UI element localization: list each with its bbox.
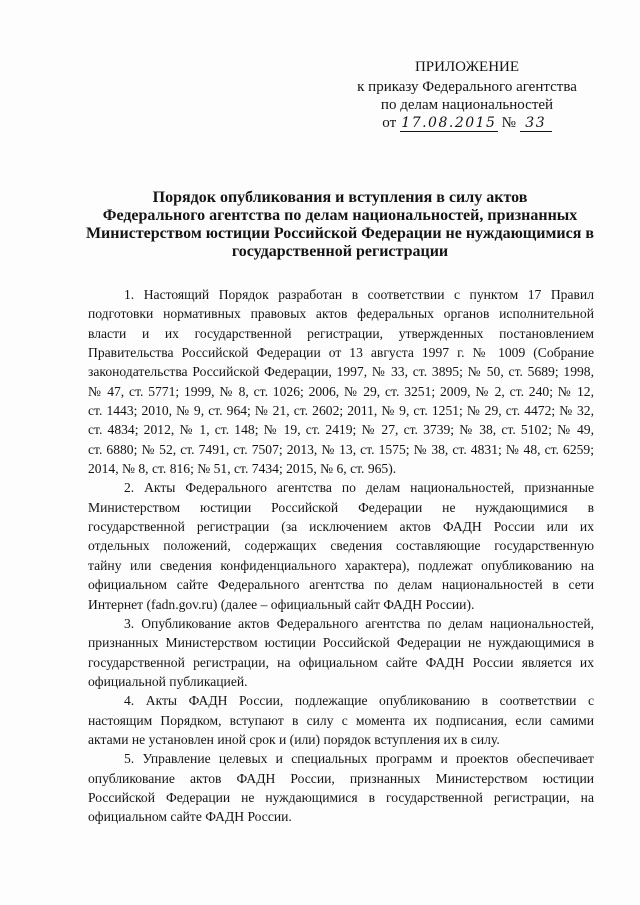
date-prefix: от: [382, 115, 397, 131]
handwritten-number: 33: [520, 115, 552, 132]
paragraph-line: 5. Управление целевых и специальных программ и проектов обеспечивает: [124, 751, 594, 767]
paragraph-line: № 47, ст. 5771; 1999, № 8, ст. 1026; 2006, № 29, ст. 3251; 2009, № 2, ст. 240; № 12,: [88, 383, 594, 399]
paragraph-4: [88, 691, 594, 749]
appendix-date-line: [340, 114, 594, 132]
paragraph-line: 2. Акты Федерального агентства по делам национальностей, признанные: [124, 480, 594, 496]
title-line: Министерством юстиции Российской Федерации не нуждающимися в: [85, 225, 595, 242]
document-body: [88, 285, 594, 827]
paragraph-line: Интернет (fadn.gov.ru) (далее – официальный сайт ФАДН России).: [88, 596, 475, 612]
paragraph-line: официальном сайте Федерального агентства по делам национальностей в сети: [88, 577, 594, 593]
paragraph-line: Правительства Российской Федерации от 13 августа 1997 г. № 1009 (Собрание: [88, 345, 594, 361]
paragraph-line: тайну или сведения конфиденциального характера), подлежат опубликованию на: [88, 557, 594, 573]
paragraph-line: признанных Министерством юстиции Российской Федерации не нуждающимися в: [88, 635, 594, 651]
number-sign: №: [501, 115, 516, 131]
paragraph-line: отдельных положений, содержащих сведения составляющие государственную: [88, 538, 594, 554]
appendix-header: [340, 58, 594, 132]
paragraph-line: Министерством юстиции Российской Федерации не нуждающимися в: [88, 499, 594, 515]
paragraph-line: актами не установлен иной срок и (или) порядок вступления их в силу.: [88, 731, 500, 747]
paragraph-line: 1. Настоящий Порядок разработан в соответствии с пунктом 17 Правил: [124, 287, 594, 302]
title-line: Порядок опубликования и вступления в силу актов: [152, 189, 528, 206]
paragraph-line: ст. 1443; 2010, № 9, ст. 964; № 21, ст. 2602; 2011, № 9, ст. 1251; № 29, ст. 4472; № 32,: [88, 403, 594, 419]
title-line: государственной регистрации: [231, 243, 449, 260]
paragraph-3: [88, 614, 594, 691]
handwritten-date: 17.08.2015: [401, 115, 497, 131]
paragraph-line: законодательства Российской Федерации, 1997, № 33, ст. 3895; № 50, ст. 5689; 1998,: [88, 364, 594, 380]
paragraph-line: 4. Акты ФАДН России, подлежащие опубликованию в соответствии с: [124, 693, 594, 709]
paragraph-2: [88, 478, 594, 613]
document-title: [40, 189, 640, 261]
paragraph-line: ст. 6880; № 52, ст. 7491, ст. 7507; 2013, № 13, ст. 1575; № 38, ст. 4831; № 48, ст. 6259;: [88, 441, 594, 457]
title-line: Федерального агентства по делам национальностей, признанных: [102, 207, 578, 224]
paragraph-line: ст. 4834; 2012, № 1, ст. 148; № 19, ст. 2419; № 27, ст. 3739; № 38, ст. 5102; № 49,: [88, 422, 594, 438]
paragraph-1: [88, 285, 594, 478]
paragraph-line: власти и их государственной регистрации, утвержденных постановлением: [88, 325, 594, 341]
paragraph-line: Российской Федерации не нуждающимися в государственной регистрации, на: [88, 789, 594, 805]
paragraph-line: государственной регистрации, на официальном сайте ФАДН России является их: [88, 654, 594, 670]
paragraph-line: подготовки нормативных правовых актов федеральных органов исполнительной: [88, 306, 594, 322]
appendix-label: ПРИЛОЖЕНИЕ: [414, 59, 520, 75]
paragraph-5: [88, 749, 594, 826]
paragraph-line: настоящим Порядком, вступают в силу с момента их подписания, если самими: [88, 712, 594, 728]
paragraph-line: 2014, № 8, ст. 816; № 51, ст. 7434; 2015, № 6, ст. 965).: [88, 461, 397, 477]
paragraph-line: опубликование актов ФАДН России, признанных Министерством юстиции: [88, 770, 594, 786]
paragraph-line: официальной публикацией.: [88, 673, 248, 689]
paragraph-line: государственной регистрации (за исключением актов ФАДН России или их: [88, 519, 594, 535]
paragraph-line: официальном сайте ФАДН России.: [88, 809, 292, 825]
appendix-agency-line: по делам национальностей: [380, 97, 554, 113]
paragraph-line: 3. Опубликование актов Федерального агентства по делам национальностей,: [124, 615, 594, 631]
appendix-order-line: к приказу Федерального агентства: [357, 79, 577, 95]
